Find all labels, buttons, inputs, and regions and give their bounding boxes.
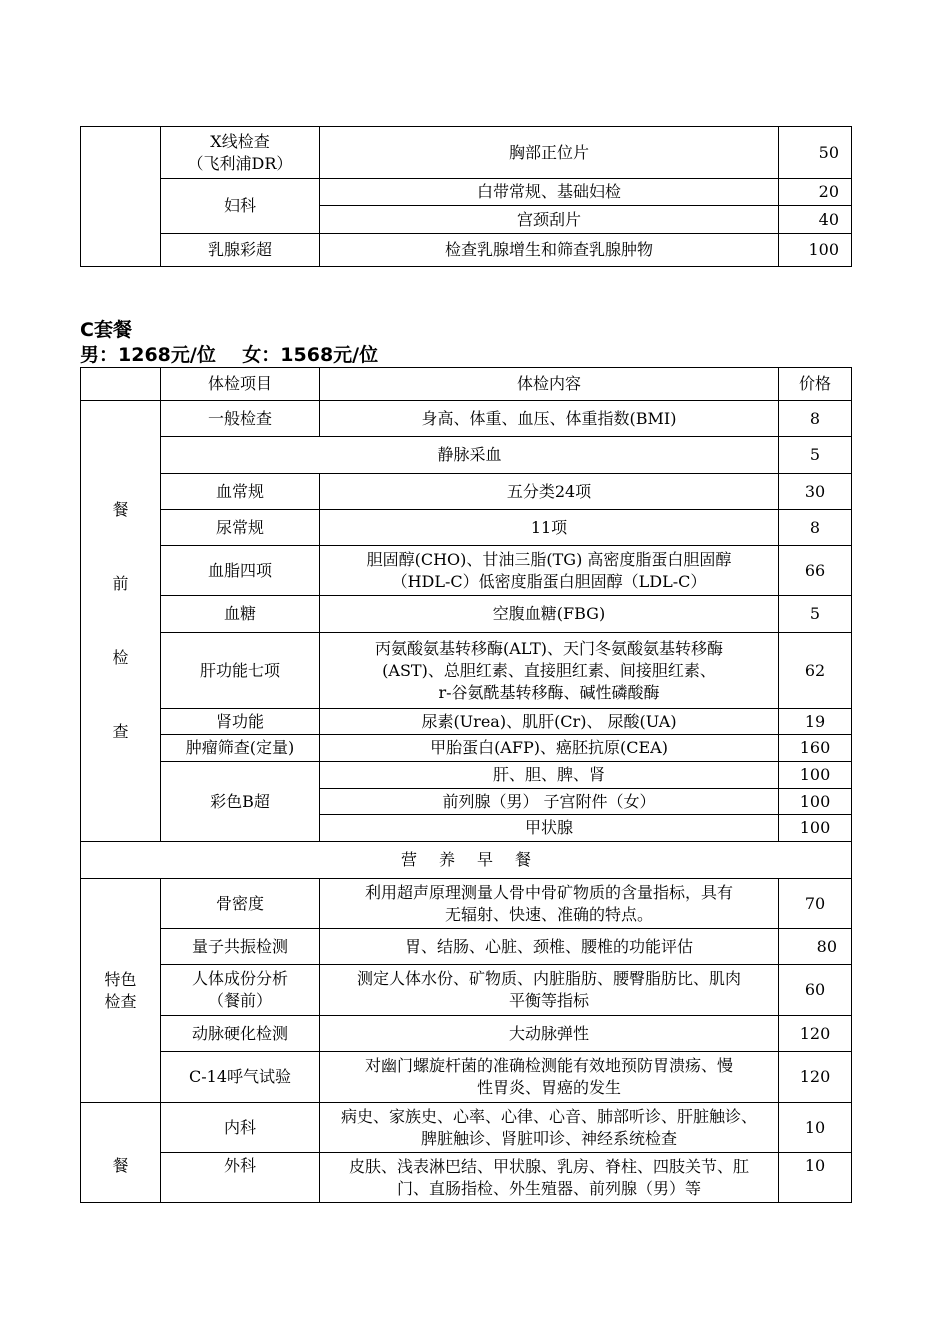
price-cell: 120 <box>779 1016 852 1052</box>
item-cell: 彩色B超 <box>161 762 320 842</box>
empty-group-cell <box>81 127 161 267</box>
table-row <box>81 437 852 474</box>
item-cell: 内科 <box>161 1103 320 1153</box>
content-cell: 对幽门螺旋杆菌的准确检测能有效地预防胃溃疡、慢 性胃炎、胃癌的发生 <box>320 1052 779 1103</box>
table-row <box>81 401 852 437</box>
price-cell: 8 <box>779 510 852 546</box>
content-cell: 甲状腺 <box>320 815 779 842</box>
table-row <box>81 179 852 206</box>
item-cell: 血糖 <box>161 596 320 633</box>
header-price: 价格 <box>779 368 852 401</box>
item-cell: 一般检查 <box>161 401 320 437</box>
header-empty <box>81 368 161 401</box>
content-cell: 宫颈刮片 <box>320 206 779 234</box>
content-cell: 皮肤、浅表淋巴结、甲状腺、乳房、脊柱、四肢关节、肛 门、直肠指检、外生殖器、前列腺（男）等 <box>320 1153 779 1203</box>
content-cell: 尿素(Urea)、肌肝(Cr)、 尿酸(UA) <box>320 709 779 735</box>
price-cell: 100 <box>779 789 852 815</box>
group-special: 特色 检查 <box>81 879 161 1103</box>
content-cell: 五分类24项 <box>320 474 779 510</box>
breakfast-cell: 营养早餐 <box>81 842 852 879</box>
item-line: （飞利浦DR） <box>187 153 293 173</box>
table-row <box>81 965 852 1016</box>
package-title: C套餐 <box>80 319 132 341</box>
price-cell: 8 <box>779 401 852 437</box>
item-cell <box>161 127 320 179</box>
table-row <box>81 1103 852 1153</box>
group-after-meal: 餐 <box>81 1103 161 1203</box>
price-cell: 66 <box>779 546 852 596</box>
table-row <box>81 596 852 633</box>
price-cell: 40 <box>779 206 852 234</box>
price-cell: 70 <box>779 879 852 929</box>
table-row <box>81 474 852 510</box>
item-cell: 妇科 <box>161 179 320 234</box>
price-cell: 100 <box>779 815 852 842</box>
price-cell: 30 <box>779 474 852 510</box>
package-price: 男：1268元/位 女：1568元/位 <box>80 344 379 366</box>
table-row <box>81 510 852 546</box>
content-cell: 白带常规、基础妇检 <box>320 179 779 206</box>
content-cell: 静脉采血 <box>161 437 779 474</box>
table-row <box>81 929 852 965</box>
package-exam-table <box>80 367 852 1203</box>
item-line: X线检查 <box>210 131 270 151</box>
price-cell: 5 <box>779 596 852 633</box>
content-cell: 胃、结肠、心脏、颈椎、腰椎的功能评估 <box>320 929 779 965</box>
item-cell: 尿常规 <box>161 510 320 546</box>
price-cell: 20 <box>779 179 852 206</box>
price-cell: 100 <box>779 234 852 267</box>
item-cell: 肝功能七项 <box>161 633 320 709</box>
group-before-meal: 餐 前 检 查 <box>81 401 161 842</box>
content-cell: 胸部正位片 <box>320 127 779 179</box>
item-cell: 血脂四项 <box>161 546 320 596</box>
item-cell: 肾功能 <box>161 709 320 735</box>
item-cell: 乳腺彩超 <box>161 234 320 267</box>
price-cell: 50 <box>779 127 852 179</box>
item-cell: 血常规 <box>161 474 320 510</box>
content-cell: 前列腺（男） 子宫附件（女） <box>320 789 779 815</box>
content-cell: 利用超声原理测量人骨中骨矿物质的含量指标，具有 无辐射、快速、准确的特点。 <box>320 879 779 929</box>
breakfast-row <box>81 842 852 879</box>
content-cell: 甲胎蛋白(AFP)、癌胚抗原(CEA) <box>320 735 779 762</box>
table-row <box>81 633 852 709</box>
header-item: 体检项目 <box>161 368 320 401</box>
table-header-row <box>81 368 852 401</box>
content-cell: 测定人体水份、矿物质、内脏脂肪、腰臀脂肪比、肌肉 平衡等指标 <box>320 965 779 1016</box>
table-row <box>81 735 852 762</box>
table-row <box>81 234 852 267</box>
price-cell: 100 <box>779 762 852 789</box>
table-row <box>81 127 852 179</box>
price-cell: 62 <box>779 633 852 709</box>
table-row <box>81 1016 852 1052</box>
content-cell: 检查乳腺增生和筛查乳腺肿物 <box>320 234 779 267</box>
content-cell: 空腹血糖(FBG) <box>320 596 779 633</box>
item-cell: 肿瘤筛查(定量) <box>161 735 320 762</box>
item-cell: C-14呼气试验 <box>161 1052 320 1103</box>
price-cell: 80 <box>779 929 852 965</box>
item-cell: 量子共振检测 <box>161 929 320 965</box>
content-cell: 身高、体重、血压、体重指数(BMI) <box>320 401 779 437</box>
table-row <box>81 879 852 929</box>
content-cell: 大动脉弹性 <box>320 1016 779 1052</box>
table-row <box>81 546 852 596</box>
table-row <box>81 1052 852 1103</box>
item-cell: 外科 <box>161 1153 320 1203</box>
content-cell: 胆固醇(CHO)、甘油三脂(TG) 高密度脂蛋白胆固醇 （HDL-C）低密度脂蛋白胆固醇（LDL-C） <box>320 546 779 596</box>
price-cell: 10 <box>779 1153 852 1203</box>
content-cell: 11项 <box>320 510 779 546</box>
header-content: 体检内容 <box>320 368 779 401</box>
item-cell: 人体成份分析 （餐前） <box>161 965 320 1016</box>
content-cell: 病史、家族史、心率、心律、心音、肺部听诊、肝脏触诊、 脾脏触诊、肾脏叩诊、神经系统检查 <box>320 1103 779 1153</box>
item-cell: 动脉硬化检测 <box>161 1016 320 1052</box>
content-cell: 丙氨酸氨基转移酶(ALT)、天门冬氨酸氨基转移酶 (AST)、总胆红素、直接胆红素、间接胆红素、 r-谷氨酰基转移酶、碱性磷酸酶 <box>320 633 779 709</box>
table-row <box>81 709 852 735</box>
price-cell: 10 <box>779 1103 852 1153</box>
table-row <box>81 1153 852 1203</box>
price-cell: 19 <box>779 709 852 735</box>
price-cell: 60 <box>779 965 852 1016</box>
price-cell: 160 <box>779 735 852 762</box>
price-cell: 120 <box>779 1052 852 1103</box>
top-exam-table <box>80 126 852 267</box>
table-row <box>81 762 852 789</box>
content-cell: 肝、胆、脾、肾 <box>320 762 779 789</box>
price-cell: 5 <box>779 437 852 474</box>
item-cell: 骨密度 <box>161 879 320 929</box>
